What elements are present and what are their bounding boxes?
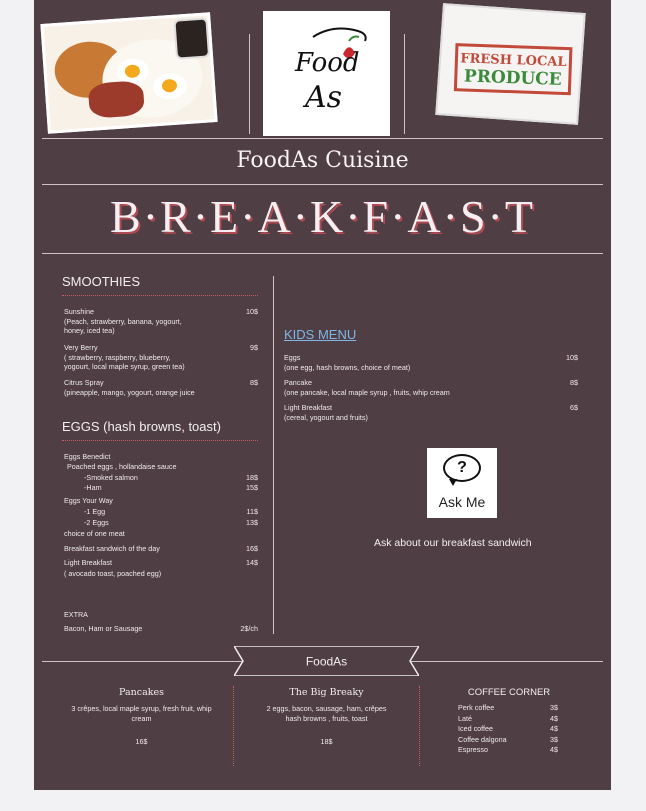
pancakes-desc: 3 crêpes, local maple syrup, fresh fruit, whip cream [71,704,212,723]
extra-title: EXTRA [64,610,88,619]
meat-note: choice of one meat [64,529,125,538]
price: 15$ [246,483,258,492]
eggs-benedict: Eggs Benedict [64,452,111,461]
coffee-cup-image [173,17,210,59]
smoothie-citrus-spray: Citrus Spray (pineapple, mango, yogourt, orange juice [64,378,195,397]
big-breaky-price: 18$ [320,737,333,746]
smoothie-sunshine: Sunshine (Peach, strawberry, banana, yogourt, honey, iced tea) [64,307,182,335]
coffee-list [458,703,558,756]
price: 11$ [246,507,258,516]
pancakes-price: 16$ [135,737,148,746]
light-breakfast-desc: ( avocado toast, poached egg) [64,569,162,578]
eggs-title: EGGS (hash browns, toast) [62,419,221,434]
price: 13$ [246,518,258,527]
ask-about-sandwich: Ask about our breakfast sandwich [374,537,532,549]
price: 10$ [246,307,258,316]
ham: -Ham [84,483,102,492]
dotted-divider [62,440,258,441]
price: 6$ [570,403,578,412]
one-egg: -1 Egg [84,507,106,516]
price: 16$ [246,544,258,553]
fresh-local-produce-badge [435,3,585,125]
kids-light-breakfast: Light Breakfast (cereal, yogourt and fruits) [284,403,368,422]
smoothie-very-berry: Very Berry ( strawberry, raspberry, blueberry, yogourt, local maple syrup, green tea) [64,343,185,371]
column-divider [273,276,274,634]
smoothies-title: SMOOTHIES [62,274,141,289]
price: 10$ [566,353,578,362]
foodas-banner [234,646,419,676]
foodas-logo [263,11,390,136]
kids-menu-title: KIDS MENU [284,327,357,342]
header-divider [404,34,405,134]
price: 8$ [250,378,258,387]
price: 2$/ch [240,624,258,633]
extra-item: Bacon, Ham or Sausage [64,624,143,633]
header-divider [249,34,250,134]
stamp-line-2: PRODUCE [463,66,563,90]
dotted-divider [233,686,234,766]
divider [42,184,603,185]
coffee-item: Espresso 4$ [458,745,558,754]
big-breaky-desc: 2 eggs, bacon, sausage, ham, crêpes hash browns , fruits, toast [266,704,387,723]
coffee-corner-title: COFFEE CORNER [467,687,551,698]
kids-pancake: Pancake (one pancake, local maple syrup , fruits, whip cream [284,378,450,397]
coffee-item: Coffee dalgona 3$ [458,734,558,744]
price: 9$ [250,343,258,352]
logo-text-as: As [305,80,343,115]
eggs-your-way: Eggs Your Way [64,496,113,505]
breakfast-sandwich: Breakfast sandwich of the day [64,544,160,553]
divider [42,138,603,139]
big-breaky-title: The Big Breaky [289,687,364,698]
breakfast-title: B·R·E·A·K·F·A·S·T [110,191,535,242]
price: 18$ [246,473,258,482]
eggs-benedict-desc: Poached eggs , hollandaise sauce [67,462,177,471]
stamp-line-1: FRESH LOCAL [460,51,567,71]
ask-me-label: Ask Me [438,494,486,510]
cuisine-title: FoodAs Cuisine [236,148,409,173]
question-bubble-icon: ? [443,454,481,482]
logo-text-food: Food [295,48,360,78]
banner-label: FoodAs [305,654,348,669]
price: 8$ [570,378,578,387]
coffee-item: Laté 4$ [458,713,558,723]
two-eggs: -2 Eggs [84,518,109,527]
dotted-divider [62,295,258,296]
dotted-divider [419,686,420,766]
divider [42,253,603,254]
stamp-frame [454,43,573,95]
coffee-item: Iced coffee 4$ [458,724,558,733]
pancakes-title: Pancakes [119,687,164,698]
menu-poster [34,0,611,790]
foodas-logo-icon [273,19,380,127]
smoked-salmon: -Smoked salmon [84,473,138,482]
breakfast-photo [40,12,217,134]
bubble-tail-icon [449,479,457,486]
light-breakfast: Light Breakfast [64,558,112,567]
ask-me-sign [427,448,497,518]
price: 14$ [246,558,258,567]
coffee-item: Perk coffee 3$ [458,703,558,712]
kids-eggs: Eggs (one egg, hash browns, choice of meat) [284,353,411,372]
